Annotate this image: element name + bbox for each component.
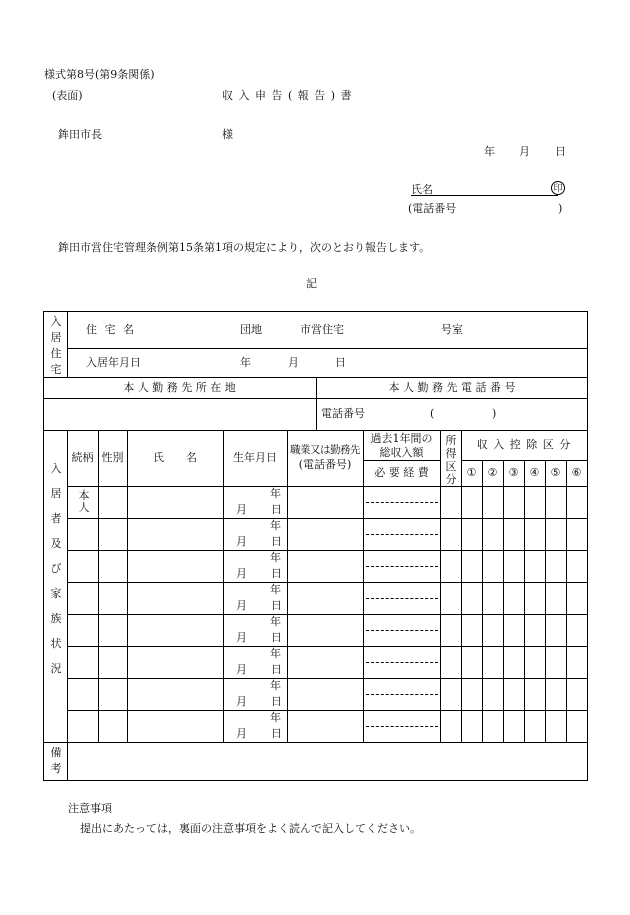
col-income-type: 所得区分 [445,434,457,486]
table-rule [67,518,587,519]
income-dash [366,598,438,599]
col-name: 氏 名 [153,451,197,464]
row-day: 日 [271,599,282,612]
income-dash [366,694,438,695]
row-year: 年 [270,551,281,564]
applicant-phone-label: (電話番号 [408,202,457,215]
income-dash [366,502,438,503]
row-month: 月 [236,727,247,740]
income-dash [366,662,438,663]
table-rule [98,430,99,742]
income-dash [366,534,438,535]
deduction-number: ③ [508,466,519,479]
row-month: 月 [236,631,247,644]
statement: 鉾田市営住宅管理条例第15条第1項の規定により，次のとおり報告します。 [58,241,431,254]
table-rule [440,430,441,742]
col-job-1: 職業又は勤務先 [290,444,360,456]
table-rule [67,486,587,487]
room-label: 号室 [441,323,463,336]
date-year: 年 [484,145,495,158]
row-year: 年 [270,583,281,596]
table-rule [287,430,288,742]
form-side: (表面) [52,89,83,102]
addressee-honorific: 様 [222,128,233,141]
notes-title: 注意事項 [68,802,112,815]
date-month: 月 [519,145,530,158]
table-rule [67,710,587,711]
ki-label: 記 [306,277,317,290]
table-rule [223,430,224,742]
move-in-month: 月 [288,356,299,369]
row-year: 年 [270,679,281,692]
notes-body: 提出にあたっては，裏面の注意事項をよく読んで記入してください。 [80,822,421,835]
table-rule [127,430,128,742]
move-in-year: 年 [240,356,251,369]
deduction-number: ① [466,466,477,479]
applicant-name-underline [411,195,558,196]
table-rule [43,742,588,743]
table-rule [67,550,587,551]
shiei-label: 市営住宅 [300,323,344,336]
residence-label: 入居住宅 [50,315,62,376]
income-dash [366,726,438,727]
table-rule [363,460,440,461]
applicant-phone-close: ) [558,202,563,215]
table-rule [67,348,587,349]
deduction-number: ⑥ [571,466,582,479]
income-dash [366,566,438,567]
col-relation: 続柄 [71,451,94,464]
row-year: 年 [270,711,281,724]
row-day: 日 [271,727,282,740]
deduction-number: ⑤ [550,466,561,479]
seal-mark: 印 [551,181,565,195]
remarks-label: 備考 [50,746,62,775]
address-label: 住 宅 名 [86,323,136,336]
table-rule [67,430,68,780]
row-day: 日 [271,503,282,516]
workplace-address-header: 本 人 勤 務 先 所 在 地 [123,381,236,394]
col-deduction: 収 入 控 除 区 分 [476,438,572,451]
row-month: 月 [236,663,247,676]
table-rule [67,311,68,377]
workplace-phone-label: 電話番号 [321,407,365,420]
col-income-2: 総収入額 [379,446,424,459]
row-year: 年 [270,615,281,628]
table-rule [43,430,588,431]
income-dash [366,630,438,631]
col-expense: 必 要 経 費 [374,466,429,479]
household-label: 入居者及び家族状況 [50,462,62,675]
move-in-day: 日 [335,356,346,369]
date-day: 日 [555,145,566,158]
table-rule [545,460,546,742]
col-income-1: 過去1年間の [370,432,433,445]
form-title: 収 入 申 告 ( 報 告 ) 書 [222,89,353,102]
table-rule [482,460,483,742]
row-month: 月 [236,535,247,548]
move-in-label: 入居年月日 [86,356,141,369]
row-month: 月 [236,695,247,708]
row-day: 日 [271,535,282,548]
workplace-phone-open: ( [430,407,435,420]
row-month: 月 [236,567,247,580]
deduction-number: ④ [529,466,540,479]
col-birth: 生年月日 [233,451,277,464]
col-sex: 性別 [101,451,124,464]
table-rule [67,678,587,679]
row-year: 年 [270,519,281,532]
row-month: 月 [236,503,247,516]
col-job-2: (電話番号) [298,458,352,471]
row-month: 月 [236,599,247,612]
danchi-label: 団地 [240,323,262,336]
workplace-phone-header: 本 人 勤 務 先 電 話 番 号 [388,381,516,394]
row-year: 年 [270,647,281,660]
applicant-name-label: 氏名 [411,183,433,196]
form-number: 様式第8号(第9条関係) [44,68,155,81]
table-rule [67,614,587,615]
table-rule [67,646,587,647]
first-relation: 本人 [78,489,90,514]
table-rule [67,582,587,583]
row-day: 日 [271,567,282,580]
row-day: 日 [271,631,282,644]
workplace-phone-close: ) [492,407,497,420]
row-day: 日 [271,695,282,708]
row-year: 年 [270,487,281,500]
addressee-name: 鉾田市長 [58,128,102,141]
table-rule [524,460,525,742]
table-rule [566,460,567,742]
deduction-number: ② [487,466,498,479]
row-day: 日 [271,663,282,676]
table-rule [503,460,504,742]
